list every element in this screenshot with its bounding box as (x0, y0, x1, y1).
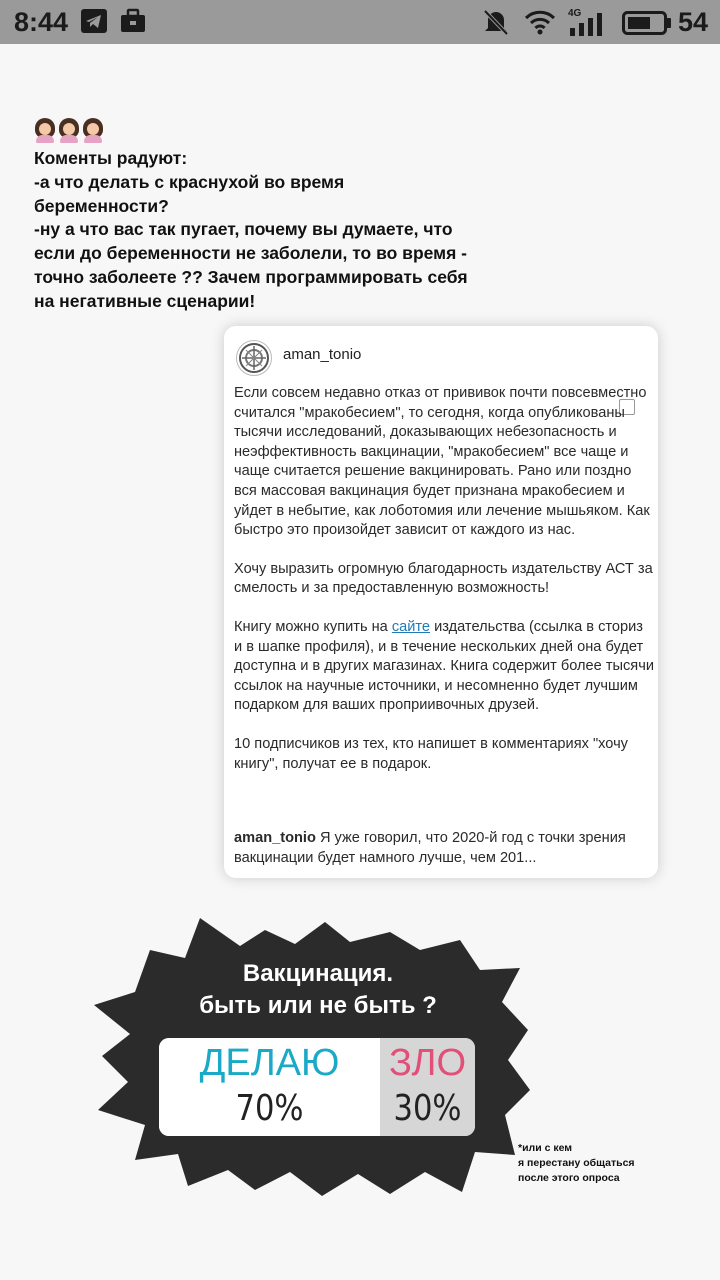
network-type: 4G (568, 8, 582, 19)
battery-icon (622, 10, 672, 36)
woman-tipping-hand-icon (58, 118, 80, 142)
wifi-icon (524, 8, 556, 36)
emoji-row (34, 118, 104, 142)
mute-icon (482, 8, 510, 36)
signal-icon (568, 12, 606, 36)
post-body (234, 384, 654, 793)
story-caption: Коменты радуют: -а что делать с краснухой во время беременности? -ну а что вас так пугает, почему вы думаете, что если до беременности не заболели, то во время - точно заболеете ?? Зачем программировать себя на негативные сценарии! (34, 148, 468, 311)
status-bar (0, 0, 720, 44)
avatar[interactable] (236, 340, 272, 376)
battery-level: 54 (677, 7, 708, 37)
woman-tipping-hand-icon (34, 118, 56, 142)
poll-question: Вакцинация. быть или не быть ? (199, 960, 437, 1019)
poll-option-yes[interactable] (159, 1038, 380, 1136)
post-paragraph: Хочу выразить огромную благодарность издательству АСТ за смелость и за предоставленную возможность! (234, 560, 653, 597)
comment-username[interactable]: aman_tonio (234, 830, 316, 846)
poll-option-percent: 30% (393, 1088, 462, 1129)
post-username[interactable]: aman_tonio (283, 346, 362, 363)
poll-option-percent: 70% (235, 1088, 304, 1129)
poll-option-no[interactable] (380, 1038, 475, 1136)
comment-text: Я уже говорил, что 2020-й год с точки зрения вакцинации будет намного лучше, чем 201... (234, 830, 626, 866)
post-paragraph: 10 подписчиков из тех, кто напишет в комментариях "хочу книгу", получат ее в подарок. (234, 735, 628, 772)
woman-tipping-hand-icon (82, 118, 104, 142)
post-comment (234, 829, 652, 868)
post-screenshot-card (224, 326, 658, 878)
status-time: 8:44 (14, 7, 69, 37)
post-paragraph: Если совсем недавно отказ от прививок почти повсевместно считался "мракобесием", то сегодня, когда опубликованы тысячи исследований, доказывающих небезопасность и неэффективность вакцинации, "мракобесием" все чаще и чаще считается решение вакцинировать. Рано или поздно вся массовая вакцинация будет признана мракобесием и уйдет в небытие, как лоботомия или лечение мышьяком. Как быстро это произойдет зависит от каждого из нас. (234, 385, 650, 539)
post-paragraph: Книгу можно купить на сайте издательства (ссылка в сториз и в шапке профиля), и в течение нескольких дней она будет доступна и в других магазинах. Книга содержит более тысячи ссылок на научные источники, и несомненно будет лучшим подарком для ваших проприивочных друзей. (234, 618, 654, 714)
site-link[interactable]: сайте (391, 618, 431, 635)
telegram-icon (80, 8, 108, 34)
poll-widget (159, 1038, 475, 1136)
poll-option-label: ЗЛО (388, 1042, 467, 1084)
poll-option-label: ДЕЛАЮ (199, 1042, 340, 1084)
briefcase-icon (120, 8, 146, 34)
footnote: *или с кем я перестану общаться после этого опроса (518, 1142, 635, 1184)
